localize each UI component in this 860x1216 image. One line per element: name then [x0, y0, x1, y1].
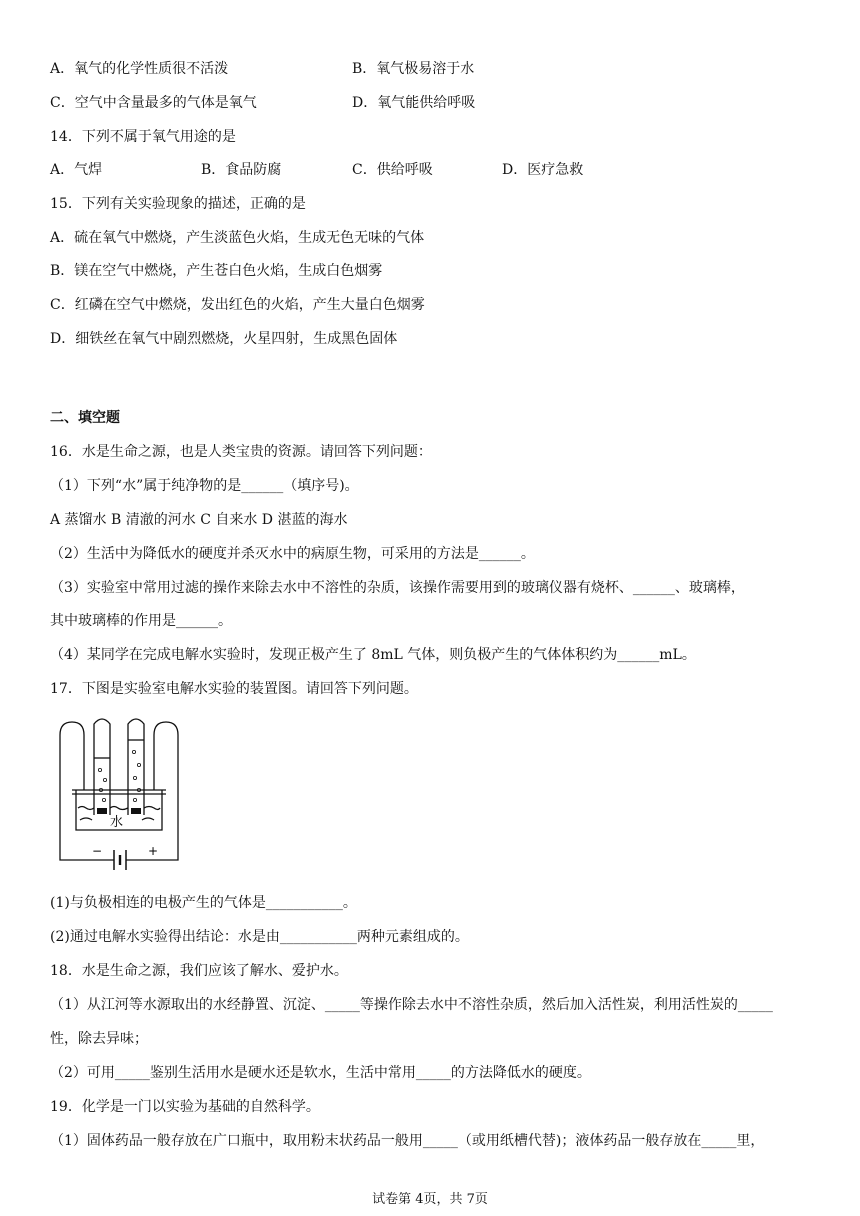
- q13-option-a: A．氧气的化学性质很不活泼: [50, 61, 229, 77]
- q18-part1-line1: （1）从江河等水源取出的水经静置、沉淀、_____等操作除去水中不溶性杂质，然后加入活性炭，利用活性炭的_____: [50, 997, 773, 1013]
- q13-option-d: D．氧气能供给呼吸: [352, 95, 476, 111]
- q16-stem: 16．水是生命之源，也是人类宝贵的资源。请回答下列问题：: [50, 444, 432, 460]
- right-test-tube: [128, 719, 144, 815]
- q19-stem: 19．化学是一门以实验为基础的自然科学。: [50, 1099, 320, 1115]
- q14-stem: 14．下列不属于氧气用途的是: [50, 129, 236, 145]
- section-title: 二、填空题: [50, 410, 120, 426]
- q18-stem: 18．水是生命之源，我们应该了解水、爱护水。: [50, 963, 348, 979]
- q16-part1-options: A 蒸馏水 B 清澈的河水 C 自来水 D 湛蓝的海水: [50, 512, 348, 528]
- right-wire: [154, 722, 178, 860]
- q16-part3-line1: （3）实验室中常用过滤的操作来除去水中不溶性的杂质，该操作需要用到的玻璃仪器有烧杯、______、玻璃棒，: [50, 580, 745, 596]
- electrolysis-apparatus-diagram: [50, 710, 190, 880]
- q14-option-b: B．食品防腐: [201, 162, 282, 178]
- q15-option-b: B．镁在空气中燃烧，产生苍白色火焰，生成白色烟雾: [50, 263, 383, 279]
- negative-electrode: [97, 808, 107, 814]
- left-test-tube: [94, 719, 110, 815]
- q18-part1-line2: 性，除去异味；: [50, 1031, 148, 1047]
- q17-part2: (2)通过电解水实验得出结论：水是由___________两种元素组成的。: [50, 929, 469, 945]
- water-label: 水: [110, 815, 124, 830]
- q16-part2: （2）生活中为降低水的硬度并杀灭水中的病原生物，可采用的方法是______。: [50, 546, 535, 562]
- q15-option-c: C．红磷在空气中燃烧，发出红色的火焰，产生大量白色烟雾: [50, 297, 425, 313]
- positive-sign: +: [148, 844, 159, 858]
- q15-option-d: D．细铁丝在氧气中剧烈燃烧，火星四射，生成黑色固体: [50, 331, 398, 347]
- q15-stem: 15．下列有关实验现象的描述，正确的是: [50, 196, 306, 212]
- q17-part1: (1)与负极相连的电极产生的气体是___________。: [50, 895, 357, 911]
- q18-part2: （2）可用_____鉴别生活用水是硬水还是软水，生活中常用_____的方法降低水的硬度。: [50, 1065, 591, 1081]
- left-wire: [60, 722, 84, 860]
- q16-part1: （1）下列“水”属于纯净物的是______（填序号)。: [50, 478, 359, 494]
- q13-option-c: C．空气中含量最多的气体是氧气: [50, 95, 257, 111]
- q13-option-b: B．氧气极易溶于水: [352, 61, 475, 77]
- q14-option-d: D．医疗急救: [502, 162, 584, 178]
- q15-option-a: A．硫在氧气中燃烧，产生淡蓝色火焰，生成无色无味的气体: [50, 230, 425, 246]
- q14-option-c: C．供给呼吸: [352, 162, 433, 178]
- q14-option-a: A．气焊: [50, 162, 103, 178]
- negative-sign: −: [92, 844, 103, 858]
- q16-part3-line2: 其中玻璃棒的作用是______。: [50, 613, 232, 629]
- q17-stem: 17．下图是实验室电解水实验的装置图。请回答下列问题。: [50, 681, 418, 697]
- q16-part4: （4）某同学在完成电解水实验时，发现正极产生了 8mL 气体，则负极产生的气体体积约为______mL。: [50, 647, 696, 663]
- q19-part1: （1）固体药品一般存放在广口瓶中，取用粉末状药品一般用_____（或用纸槽代替)；液体药品一般存放在_____里，: [50, 1133, 765, 1149]
- positive-electrode: [131, 808, 141, 814]
- page-footer: 试卷第 4页，共 7页: [372, 1192, 488, 1207]
